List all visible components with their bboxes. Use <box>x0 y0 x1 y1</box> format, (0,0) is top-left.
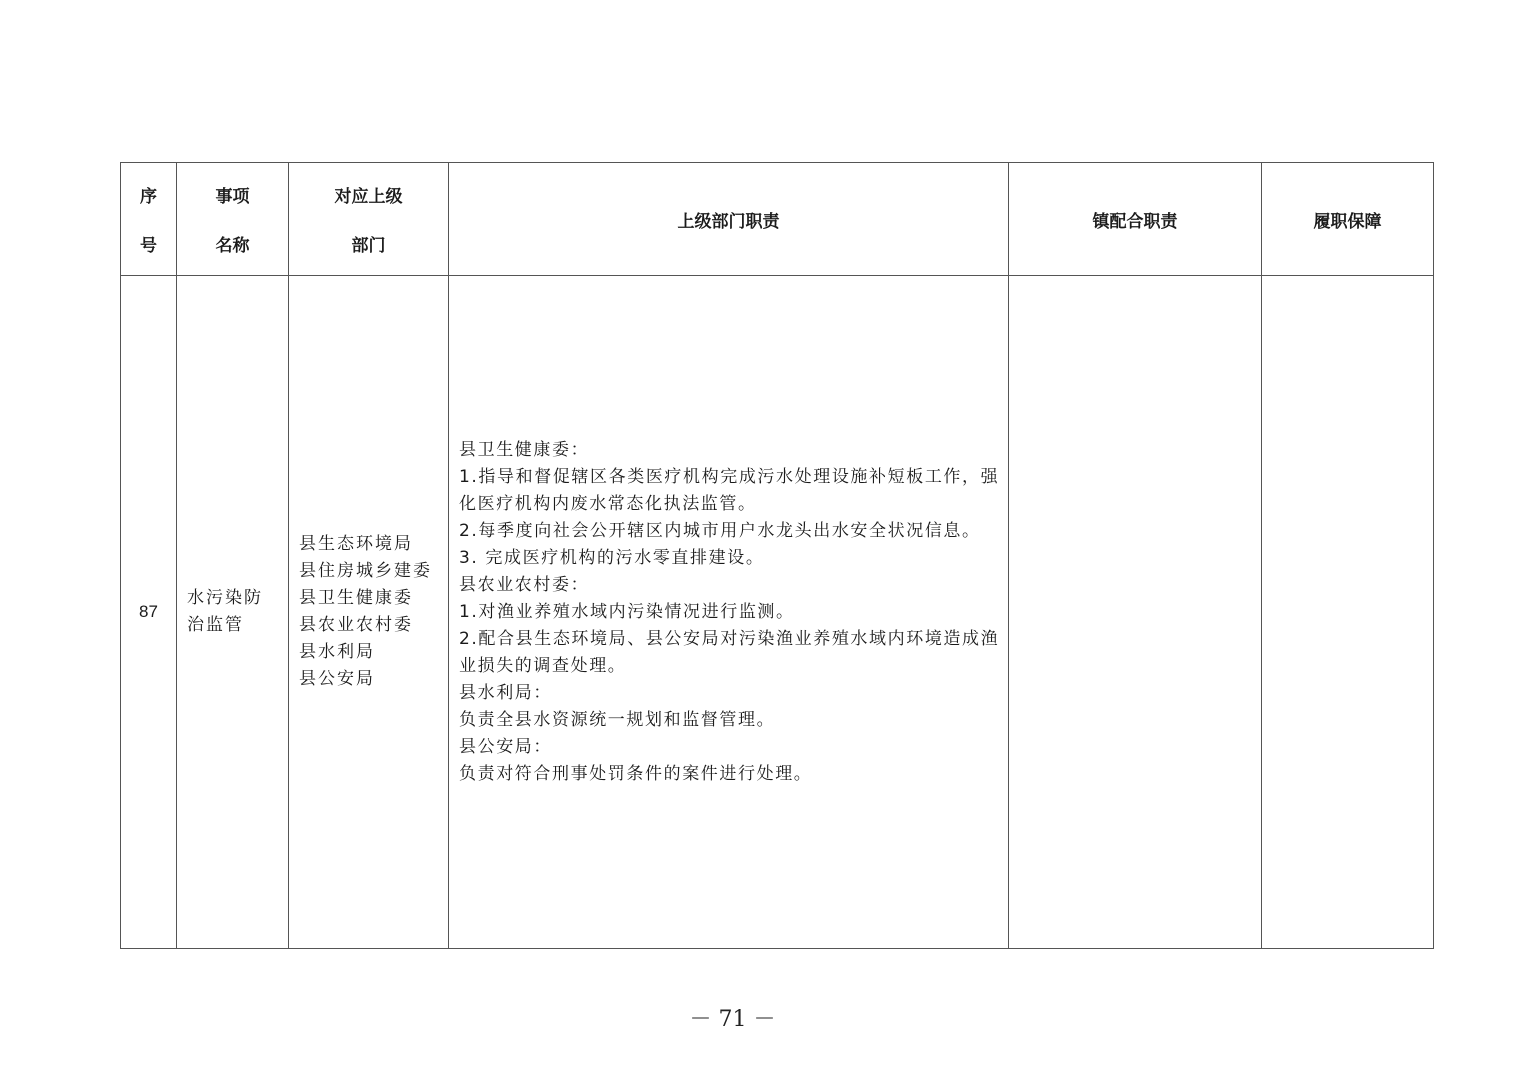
duty-line: 县公安局： <box>459 736 552 757</box>
cell-seq: 87 <box>121 276 177 949</box>
duty-line: 业损失的调查处理。 <box>459 655 627 676</box>
header-item-name <box>177 163 289 276</box>
table-row <box>121 276 1434 949</box>
header-superior-dept <box>289 163 449 276</box>
cell-superior-duties <box>449 276 1009 949</box>
item-name-line: 治监管 <box>187 615 244 635</box>
cell-guarantee <box>1262 276 1434 949</box>
dept-line: 县住房城乡建委 <box>299 561 432 581</box>
responsibility-table <box>120 162 1434 949</box>
duty-line: 县农业农村委： <box>459 574 590 595</box>
page-number: － 71 － <box>689 1007 776 1032</box>
dept-line: 县卫生健康委 <box>299 588 413 608</box>
duty-line: 县水利局： <box>459 682 552 703</box>
duty-line: 化医疗机构内废水常态化执法监管。 <box>459 493 757 514</box>
header-seq-line1: 序 <box>140 187 157 207</box>
duty-line: 2.每季度向社会公开辖区内城市用户水龙头出水安全状况信息。 <box>459 520 981 541</box>
cell-item-name <box>177 276 289 949</box>
duty-line: 负责对符合刑事处罚条件的案件进行处理。 <box>459 763 813 784</box>
dept-line: 县农业农村委 <box>299 615 413 635</box>
header-superior-dept-line2: 部门 <box>351 236 386 256</box>
duty-line: 负责全县水资源统一规划和监督管理。 <box>459 709 776 730</box>
header-item-name-line2: 名称 <box>215 236 250 256</box>
cell-superior-depts <box>289 276 449 949</box>
item-name-line: 水污染防 <box>187 588 263 608</box>
dept-line: 县水利局 <box>299 642 375 662</box>
header-item-name-line1: 事项 <box>215 187 250 207</box>
dept-line: 县生态环境局 <box>299 534 413 554</box>
header-guarantee: 履职保障 <box>1262 163 1434 276</box>
header-superior-dept-line1: 对应上级 <box>334 187 403 207</box>
header-superior-duty: 上级部门职责 <box>449 163 1009 276</box>
header-town-duty: 镇配合职责 <box>1009 163 1262 276</box>
header-seq-line2: 号 <box>140 236 157 256</box>
duty-line: 3. 完成医疗机构的污水零直排建设。 <box>459 547 765 568</box>
header-seq <box>121 163 177 276</box>
duty-line: 1.指导和督促辖区各类医疗机构完成污水处理设施补短板工作，强 <box>459 466 1000 487</box>
dept-line: 县公安局 <box>299 669 375 689</box>
cell-town-duty <box>1009 276 1262 949</box>
duty-line: 2.配合县生态环境局、县公安局对污染渔业养殖水域内环境造成渔 <box>459 628 1000 649</box>
table-header-row <box>121 163 1434 276</box>
duty-line: 县卫生健康委： <box>459 439 590 460</box>
duty-line: 1.对渔业养殖水域内污染情况进行监测。 <box>459 601 795 622</box>
